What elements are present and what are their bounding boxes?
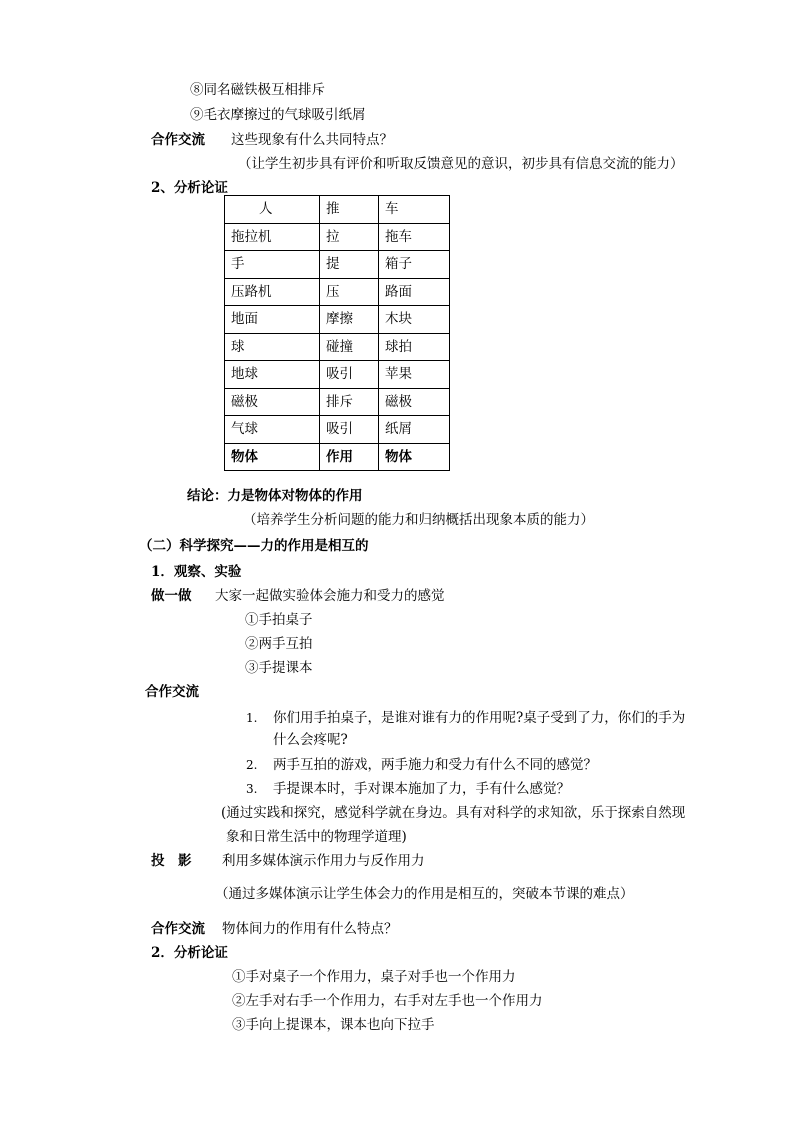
question-2: 两手互拍的游戏，两手施力和受力有什么不同的感觉？ bbox=[273, 757, 597, 773]
table-cell: 排斥 bbox=[320, 388, 379, 416]
table-row bbox=[225, 333, 450, 361]
table-cell: 球 bbox=[225, 333, 320, 361]
question-1-line-2: 什么会疼呢? bbox=[273, 732, 348, 748]
question-3: 手提课本时，手对课本施加了力，手有什么感觉？ bbox=[273, 781, 570, 797]
table-row bbox=[225, 306, 450, 334]
table-cell: 吸引 bbox=[320, 361, 379, 389]
table-cell: 物体 bbox=[225, 443, 320, 471]
table-cell: 地球 bbox=[225, 361, 320, 389]
doit-item-2: ②两手互拍 bbox=[245, 636, 313, 652]
table-cell: 物体 bbox=[379, 443, 450, 471]
question-1-line-1: 你们用手拍桌子，是谁对谁有力的作用呢?桌子受到了力，你们的手为 bbox=[273, 710, 686, 726]
table-cell: 吸引 bbox=[320, 416, 379, 444]
table-row bbox=[225, 223, 450, 251]
doit-item-1: ①手拍桌子 bbox=[245, 612, 313, 628]
section-title-analysis: 2、分析论证 bbox=[151, 180, 228, 196]
table-row bbox=[225, 388, 450, 416]
note-1: （让学生初步具有评价和听取反馈意见的意识，初步具有信息交流的能力） bbox=[238, 156, 684, 172]
table-header-cell: 推 bbox=[320, 196, 379, 224]
note-3-line-2: 象和日常生活中的物理学道理) bbox=[226, 829, 407, 845]
coop-label-3: 合作交流 bbox=[151, 921, 205, 937]
table-cell: 碰撞 bbox=[320, 333, 379, 361]
table-cell: 木块 bbox=[379, 306, 450, 334]
table-row bbox=[225, 361, 450, 389]
table-cell: 路面 bbox=[379, 278, 450, 306]
table-cell: 磁极 bbox=[379, 388, 450, 416]
table-row bbox=[225, 278, 450, 306]
table-cell: 手 bbox=[225, 251, 320, 279]
projection-label: 投 影 bbox=[151, 853, 192, 869]
analysis-item-3: ③手向上提课本，课本也向下拉手 bbox=[232, 1017, 435, 1033]
table-cell: 气球 bbox=[225, 416, 320, 444]
analysis-item-1: ①手对桌子一个作用力，桌子对手也一个作用力 bbox=[232, 969, 516, 985]
table-cell: 拉 bbox=[320, 223, 379, 251]
observe-title: 1．观察、实验 bbox=[151, 564, 242, 580]
list-item-8: ⑧同名磁铁极互相排斥 bbox=[190, 82, 325, 98]
table-row bbox=[225, 251, 450, 279]
note-3-line-1: (通过实践和探究，感觉科学就在身边。具有对科学的求知欲，乐于探索自然现 bbox=[221, 805, 686, 821]
table-cell: 拖车 bbox=[379, 223, 450, 251]
table-row bbox=[225, 416, 450, 444]
table-cell: 箱子 bbox=[379, 251, 450, 279]
analysis-title-2: 2．分析论证 bbox=[151, 945, 228, 961]
table-cell: 拖拉机 bbox=[225, 223, 320, 251]
table-cell: 作用 bbox=[320, 443, 379, 471]
analysis-item-2: ②左手对右手一个作用力，右手对左手也一个作用力 bbox=[232, 993, 543, 1009]
table-header-cell: 车 bbox=[379, 196, 450, 224]
question-number-3: 3. bbox=[246, 782, 258, 796]
table-cell: 提 bbox=[320, 251, 379, 279]
table-cell: 压 bbox=[320, 278, 379, 306]
table-cell: 纸屑 bbox=[379, 416, 450, 444]
question-number-1: 1. bbox=[246, 711, 258, 725]
table-cell: 球拍 bbox=[379, 333, 450, 361]
table-cell: 摩擦 bbox=[320, 306, 379, 334]
table-cell: 苹果 bbox=[379, 361, 450, 389]
table-cell: 地面 bbox=[225, 306, 320, 334]
table-cell: 压路机 bbox=[225, 278, 320, 306]
note-4: （通过多媒体演示让学生体会力的作用是相互的，突破本节课的难点） bbox=[215, 886, 634, 902]
table-summary-row bbox=[225, 443, 450, 471]
list-item-9: ⑨毛衣摩擦过的气球吸引纸屑 bbox=[190, 107, 366, 123]
doit-item-3: ③手提课本 bbox=[245, 660, 313, 676]
doit-label: 做一做 bbox=[151, 588, 192, 604]
note-2: （培养学生分析问题的能力和归纳概括出现象本质的能力） bbox=[243, 512, 594, 528]
table-header-cell: 人 bbox=[225, 196, 320, 224]
projection-text: 利用多媒体演示作用力与反作用力 bbox=[222, 853, 425, 869]
question-number-2: 2. bbox=[246, 758, 258, 772]
conclusion: 结论：力是物体对物体的作用 bbox=[187, 488, 363, 504]
doit-text: 大家一起做实验体会施力和受力的感觉 bbox=[215, 588, 445, 604]
table-header-row bbox=[225, 196, 450, 224]
force-table bbox=[224, 195, 450, 471]
coop-label-1: 合作交流 bbox=[151, 132, 205, 148]
coop-text-3: 物体间力的作用有什么特点？ bbox=[222, 921, 398, 937]
coop-text-1: 这些现象有什么共同特点？ bbox=[231, 132, 393, 148]
part-2-title: （二）科学探究——力的作用是相互的 bbox=[139, 538, 369, 554]
table-cell: 磁极 bbox=[225, 388, 320, 416]
coop-label-2: 合作交流 bbox=[145, 684, 199, 700]
